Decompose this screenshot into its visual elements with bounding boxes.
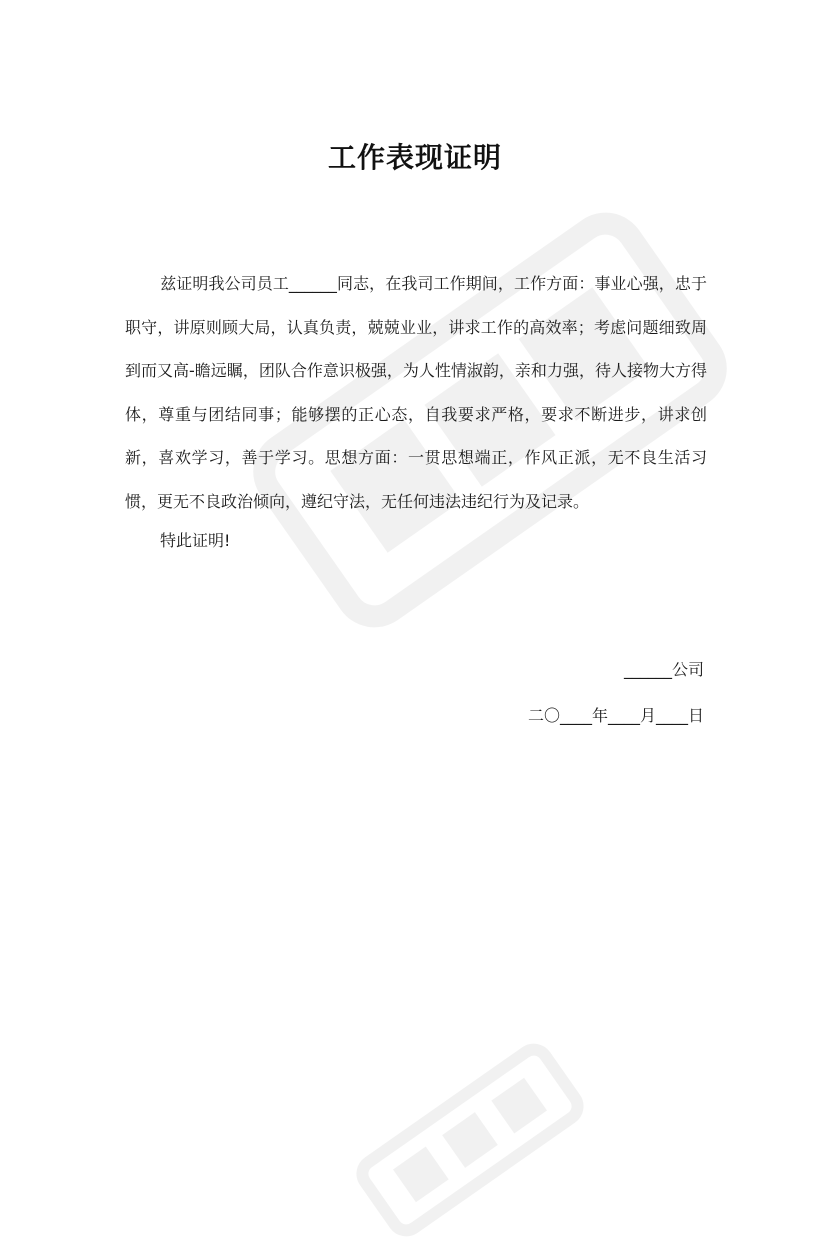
date-line: 二〇____年____月____日 (527, 706, 704, 725)
company-signature-line: ______公司 (623, 660, 704, 679)
body-paragraph: 兹证明我公司员工______同志，在我司工作期间，工作方面：事业心强，忠于职守，讲原则顾大局，认真负责，兢兢业业，讲求工作的高效率；考虑问题细致周到而又高-瞻远瞩，团队合作意识极强，为人性情淑韵，亲和力强，待人接物大方得体，尊重与团结同事；能够摆的正心态，自我要求严格，要求不断进步，讲求创新，喜欢学习，善于学习。思想方面：一贯思想端正，作风正派，无不良生活习惯，更无不良政治倾向，遵纪守法，无任何违法违纪行为及记录。 (125, 274, 707, 511)
document-title: 工作表现证明 (327, 141, 502, 174)
body-paragraph-container (125, 262, 707, 524)
watermark-bottom-icon (337, 1022, 602, 1258)
closing-statement: 特此证明! (160, 531, 231, 550)
